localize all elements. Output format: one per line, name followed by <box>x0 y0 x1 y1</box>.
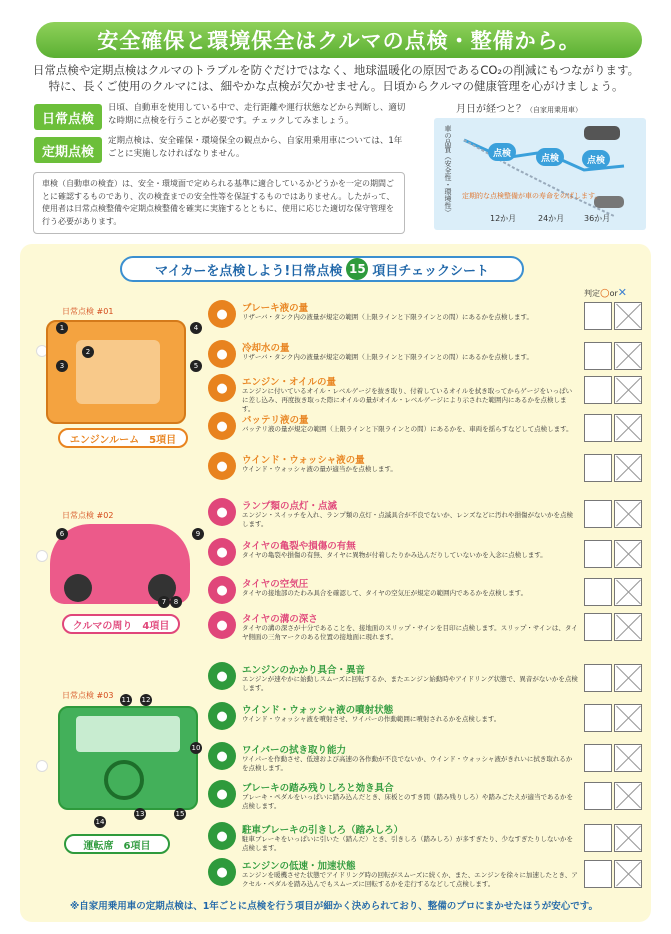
callout-8: 8 <box>170 596 182 608</box>
check-item <box>208 576 580 612</box>
check-item-title: エンジンの低速・加速状態 <box>242 861 356 872</box>
check-item-desc: エンジンを暖機させた状態でアイドリング時の回転がスムーズに続くか、また、エンジンを徐々に加速したとき、アクセル・ペダルを踏み込んでもスムーズに回転するかを走行するなどして点検します。 <box>242 871 578 888</box>
judge-ok-checkbox[interactable] <box>584 454 612 482</box>
check-item <box>208 412 580 448</box>
intro-text <box>20 62 652 94</box>
check-item-title: タイヤの溝の深さ <box>242 614 318 625</box>
check-item-title: ウインド・ウォッシャ液の量 <box>242 455 365 466</box>
check-item <box>208 374 580 413</box>
coolant-icon: ● <box>208 340 236 368</box>
judge-ng-checkbox[interactable] <box>614 500 642 528</box>
judge-ok-checkbox[interactable] <box>584 664 612 692</box>
brake-pedal-icon: ● <box>208 780 236 808</box>
check-item <box>208 452 580 488</box>
judge-ng-checkbox[interactable] <box>614 664 642 692</box>
check-item-title: バッテリ液の量 <box>242 415 309 426</box>
section-label: 日常点検 #02 <box>62 511 114 520</box>
callout-7: 7 <box>158 596 170 608</box>
judge-ok-checkbox[interactable] <box>584 860 612 888</box>
check-item-title: タイヤの空気圧 <box>242 579 309 590</box>
callout-3: 3 <box>56 360 68 372</box>
check-item-title: ランプ類の点灯・点滅 <box>242 501 338 512</box>
graph-inspection-pill: 点検 <box>582 150 610 168</box>
intro-line: 日常点検や定期点検はクルマのトラブルを防ぐだけではなく、地球温暖化の原因であるCO₂の削減にもつながります。 <box>32 63 640 77</box>
callout-1: 1 <box>56 322 68 334</box>
judge-ng-checkbox[interactable] <box>614 613 642 641</box>
section-name: 運転席 6項目 <box>64 834 170 854</box>
judge-label: 判定 <box>584 289 600 298</box>
judge-ng-checkbox[interactable] <box>614 824 642 852</box>
check-item <box>208 858 580 894</box>
graph-subtitle: （自家用乗用車） <box>526 106 582 114</box>
check-item-desc: リザーバ・タンク内の液量が規定の範囲（上限ラインと下限ラインとの間）にあるかを点検します。 <box>242 313 534 321</box>
cross-mark: ✕ <box>617 286 628 299</box>
item-count-badge: 15 <box>346 258 368 280</box>
judge-ok-checkbox[interactable] <box>584 342 612 370</box>
checksheet-title <box>120 256 524 282</box>
callout-10: 10 <box>191 744 201 752</box>
section-name: クルマの周り 4項目 <box>62 614 180 634</box>
check-item-title: エンジンのかかり具合・異音 <box>242 665 366 676</box>
judge-ok-checkbox[interactable] <box>584 500 612 528</box>
check-item <box>208 702 580 738</box>
check-item-desc: タイヤの接地部のたわみ具合を確認して、タイヤの空気圧が規定の範囲内であるかを点検します。 <box>242 589 528 597</box>
or-label: or <box>609 289 618 298</box>
check-item-title: 駐車ブレーキの引きしろ（踏みしろ） <box>242 825 404 836</box>
check-item-desc: タイヤの亀裂や損傷の有無、タイヤに異物が付着したりかみ込んだりしていないかを入念に点検します。 <box>242 551 547 559</box>
callout-11: 11 <box>121 696 131 704</box>
judge-ng-checkbox[interactable] <box>614 578 642 606</box>
car-icon <box>584 126 620 140</box>
check-item <box>208 300 580 336</box>
graph-inspection-pill: 点検 <box>536 148 564 166</box>
oil-icon: ● <box>208 374 236 402</box>
driver-seat-illustration <box>58 706 198 810</box>
check-item <box>208 822 580 858</box>
judge-ok-checkbox[interactable] <box>584 540 612 568</box>
check-item-desc: ワイパーを作動させ、低速および高速の各作動が不良でないか、ウインド・ウォッシャ液がきれいに拭き取れるかを点検します。 <box>242 755 573 772</box>
judge-ng-checkbox[interactable] <box>614 376 642 404</box>
callout-9: 9 <box>192 528 204 540</box>
callout-6: 6 <box>56 528 68 540</box>
callout-15: 15 <box>175 810 185 818</box>
section-label: 日常点検 #03 <box>62 691 114 700</box>
periodic-inspection-label: 定期点検 <box>34 137 102 163</box>
intro-line: 特に、長くご使用のクルマには、細やかな点検が欠かせません。日頃からクルマの健康管理を心がけましょう。 <box>48 79 624 93</box>
check-item <box>208 538 580 574</box>
check-item-desc: ウインド・ウォッシャ液の量が適当かを点検します。 <box>242 465 397 473</box>
judge-ok-checkbox[interactable] <box>584 613 612 641</box>
callout-12: 12 <box>141 696 151 704</box>
check-item-desc: エンジンに付いているオイル・レベルゲージを抜き取り、付着しているオイルを拭き取ってからゲージをいっぱいに差し込み、再度抜き取った際にオイルの量がオイル・レベルゲージにより示された範囲内にあるかを点検します。 <box>242 387 573 413</box>
engine-room-illustration <box>46 320 186 424</box>
callout-5: 5 <box>190 360 202 372</box>
judge-ok-checkbox[interactable] <box>584 376 612 404</box>
section-label: 日常点検 #01 <box>62 307 114 316</box>
tire-tread-icon: ● <box>208 611 236 639</box>
check-item-desc: リザーバ・タンク内の液量が規定の範囲（上限ラインと下限ラインとの間）にあるかを点検します。 <box>242 353 534 361</box>
tire-pressure-icon: ● <box>208 576 236 604</box>
daily-inspection-label: 日常点検 <box>34 104 102 130</box>
judge-ok-checkbox[interactable] <box>584 302 612 330</box>
judge-ng-checkbox[interactable] <box>614 302 642 330</box>
check-item <box>208 780 580 816</box>
engine-start-icon: ● <box>208 662 236 690</box>
washer-spray-icon: ● <box>208 702 236 730</box>
judge-ng-checkbox[interactable] <box>614 454 642 482</box>
check-item <box>208 742 580 778</box>
judge-ok-checkbox[interactable] <box>584 578 612 606</box>
battery-icon: ● <box>208 412 236 440</box>
graph-title-text: 月日が経つと？ <box>456 104 526 115</box>
check-item-desc: エンジンが速やかに始動しスムーズに回転するか、またエンジン始動時やアイドリング状態で、異音がないかを点検します。 <box>242 675 578 692</box>
check-item-title: 冷却水の量 <box>242 343 290 354</box>
graph-y-label: 車の品質（安全性・環境性） <box>444 125 452 216</box>
check-item-desc: バッテリ液の量が規定の範囲（上限ラインと下限ラインとの間）にあるかを、車両を揺らすなどして点検します。 <box>242 425 573 433</box>
callout-2: 2 <box>82 346 94 358</box>
check-item-title: ブレーキの踏み残りしろと効き具合 <box>242 783 394 794</box>
callout-4: 4 <box>190 322 202 334</box>
daily-inspection-desc: 日頃、自動車を使用している中で、走行距離や運行状態などから判断し、適切な時期に点検を行うことが必要です。チェックしてみましょう。 <box>108 103 406 126</box>
check-item <box>208 611 580 647</box>
callout-13: 13 <box>135 810 145 818</box>
vehicle-inspection-note: 車検（自動車の検査）は、安全・環境面で定められる基準に適合しているかどうかを一定の期間ごとに確認するものであり、次の検査までの安全性等を保証するものではありません。したがって、使用者は日常点検整備や定期点検整備を確実に実施するとともに、使用に応じた適切な保守管理を行う必要があります。 <box>33 172 405 234</box>
graph-x-tick: 12か月 <box>490 214 517 223</box>
judge-ng-checkbox[interactable] <box>614 782 642 810</box>
graph-x-tick: 24か月 <box>538 214 565 223</box>
judge-ok-checkbox[interactable] <box>584 744 612 772</box>
judge-header <box>584 286 627 299</box>
tire-damage-icon: ● <box>208 538 236 566</box>
check-item-desc: ブレーキ・ペダルをいっぱいに踏み込んだとき、床板とのすき間（踏み残りしろ）や踏みごたえが適当であるかを点検します。 <box>242 793 573 810</box>
check-item-title: ブレーキ液の量 <box>242 303 309 314</box>
checksheet-title-text: マイカーを点検しよう!日常点検 <box>155 263 343 279</box>
binder-hole <box>36 760 48 772</box>
binder-hole <box>36 550 48 562</box>
check-item-title: エンジン・オイルの量 <box>242 377 337 388</box>
check-item <box>208 498 580 534</box>
check-item-title: ウインド・ウォッシャ液の噴射状態 <box>242 705 394 716</box>
graph-note-text: 定期的な点検整備が車の寿命をのばします。 <box>462 192 602 200</box>
judge-ok-checkbox[interactable] <box>584 704 612 732</box>
judge-ng-checkbox[interactable] <box>614 744 642 772</box>
judge-ng-checkbox[interactable] <box>614 704 642 732</box>
graph-note <box>462 192 601 201</box>
judge-ok-checkbox[interactable] <box>584 824 612 852</box>
car-exterior-illustration <box>50 524 190 604</box>
acceleration-icon: ● <box>208 858 236 886</box>
check-item <box>208 340 580 376</box>
periodic-inspection-desc: 定期点検は、安全確保・環境保全の観点から、自家用乗用車については、1年ごとに実施しなければなりません。 <box>108 136 403 159</box>
judge-ok-checkbox[interactable] <box>584 414 612 442</box>
check-item <box>208 662 580 698</box>
check-item-title: ワイパーの拭き取り能力 <box>242 745 347 756</box>
circle-mark: ○ <box>600 286 610 299</box>
washer-fluid-icon: ● <box>208 452 236 480</box>
callout-14: 14 <box>95 818 105 826</box>
graph-x-tick: 36か月 <box>584 214 611 223</box>
check-item-desc: ウインド・ウォッシャ液を噴射させ、ワイパーの作動範囲に噴射されるかを点検します。 <box>242 715 501 723</box>
graph-inspection-pill: 点検 <box>488 143 516 161</box>
brake-fluid-icon: ● <box>208 300 236 328</box>
judge-ng-checkbox[interactable] <box>614 540 642 568</box>
check-item-title: タイヤの亀裂や損傷の有無 <box>242 541 356 552</box>
check-item-desc: タイヤの溝の深さが十分であることを、接地面のスリップ・サインを目印に点検します。スリップ・サインは、タイヤ側面の三角マークのある位置の接地面に現れます。 <box>242 624 578 641</box>
judge-ng-checkbox[interactable] <box>614 860 642 888</box>
check-item-desc: 駐車ブレーキをいっぱいに引いた（踏んだ）とき、引きしろ（踏みしろ）が多すぎたり、少なすぎたりしないかを点検します。 <box>242 835 573 852</box>
footer-note: ※自家用乗用車の定期点検は、1年ごとに点検を行う項目が細かく決められており、整備のプロにまかせたほうが安心です。 <box>69 901 599 912</box>
check-item-desc: エンジン・スイッチを入れ、ランプ類の点灯・点滅具合が不良でないか、レンズなどに汚れや損傷がないかを点検します。 <box>242 511 573 528</box>
judge-ng-checkbox[interactable] <box>614 342 642 370</box>
judge-ng-checkbox[interactable] <box>614 414 642 442</box>
lamp-icon: ● <box>208 498 236 526</box>
judge-ok-checkbox[interactable] <box>584 782 612 810</box>
wiper-icon: ● <box>208 742 236 770</box>
checksheet-title-text: 項目チェックシート <box>372 263 489 279</box>
graph-title <box>456 100 582 115</box>
page-title: 安全確保と環境保全はクルマの点検・整備から。 <box>36 22 642 58</box>
section-name: エンジンルーム 5項目 <box>58 428 188 448</box>
parking-brake-icon: ● <box>208 822 236 850</box>
